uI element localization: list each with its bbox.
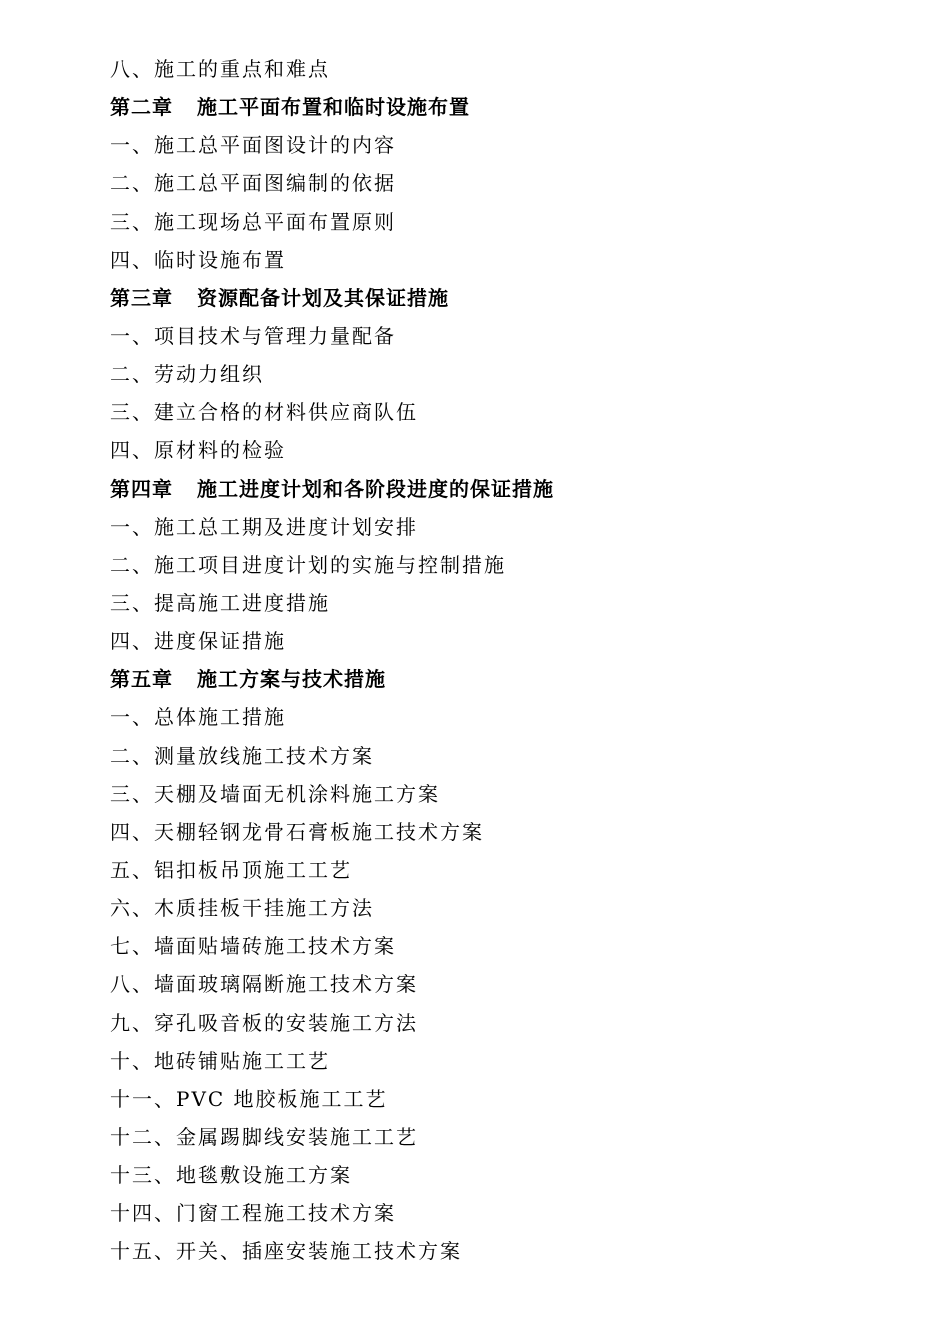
chapter-number: 第三章 <box>110 285 173 310</box>
toc-item: 二、测量放线施工技术方案 <box>110 743 374 768</box>
toc-item: 四、原材料的检验 <box>110 438 286 463</box>
toc-item: 十二、金属踢脚线安装施工工艺 <box>110 1124 418 1149</box>
toc-item: 三、建立合格的材料供应商队伍 <box>110 400 418 425</box>
toc-chapter-heading <box>110 470 910 508</box>
toc-item: 十三、地毯敷设施工方案 <box>110 1163 352 1188</box>
toc-item: 四、进度保证措施 <box>110 629 286 654</box>
toc-item: 三、提高施工进度措施 <box>110 590 330 615</box>
toc-item: 十、地砖铺贴施工工艺 <box>110 1048 330 1073</box>
toc-item: 二、施工总平面图编制的依据 <box>110 171 396 196</box>
toc-item: 一、总体施工措施 <box>110 705 286 730</box>
toc-item: 七、墙面贴墙砖施工技术方案 <box>110 934 396 959</box>
toc-item: 八、施工的重点和难点 <box>110 57 330 81</box>
chapter-number: 第五章 <box>110 667 173 692</box>
toc-item: 六、木质挂板干挂施工方法 <box>110 896 374 921</box>
toc-item: 四、临时设施布置 <box>110 247 286 272</box>
toc-item: 三、天棚及墙面无机涂料施工方案 <box>110 781 440 806</box>
toc-item: 五、铝扣板吊顶施工工艺 <box>110 857 352 882</box>
toc-item: 十一、PVC 地胶板施工工艺 <box>110 1086 388 1111</box>
toc-item: 二、劳动力组织 <box>110 362 264 387</box>
toc-item: 一、施工总平面图设计的内容 <box>110 133 396 158</box>
chapter-title: 资源配备计划及其保证措施 <box>197 285 449 310</box>
toc-item: 八、墙面玻璃隔断施工技术方案 <box>110 972 418 997</box>
toc-chapter-heading <box>110 660 910 698</box>
chapter-title: 施工进度计划和各阶段进度的保证措施 <box>197 476 554 501</box>
chapter-title: 施工平面布置和临时设施布置 <box>197 95 470 120</box>
chapter-number: 第二章 <box>110 95 173 120</box>
chapter-title: 施工方案与技术措施 <box>197 667 386 692</box>
toc-item: 一、施工总工期及进度计划安排 <box>110 514 418 539</box>
toc-item: 三、施工现场总平面布置原则 <box>110 209 396 234</box>
toc-chapter-heading <box>110 279 910 317</box>
toc-item: 十四、门窗工程施工技术方案 <box>110 1201 396 1226</box>
toc-item: 四、天棚轻钢龙骨石膏板施工技术方案 <box>110 819 484 844</box>
toc-item: 十五、开关、插座安装施工技术方案 <box>110 1239 462 1264</box>
toc-chapter-heading <box>110 88 910 126</box>
toc-item: 九、穿孔吸音板的安装施工方法 <box>110 1010 418 1035</box>
toc-item: 一、项目技术与管理力量配备 <box>110 323 396 348</box>
table-of-contents <box>110 50 910 1271</box>
chapter-number: 第四章 <box>110 476 173 501</box>
toc-item: 二、施工项目进度计划的实施与控制措施 <box>110 552 506 577</box>
